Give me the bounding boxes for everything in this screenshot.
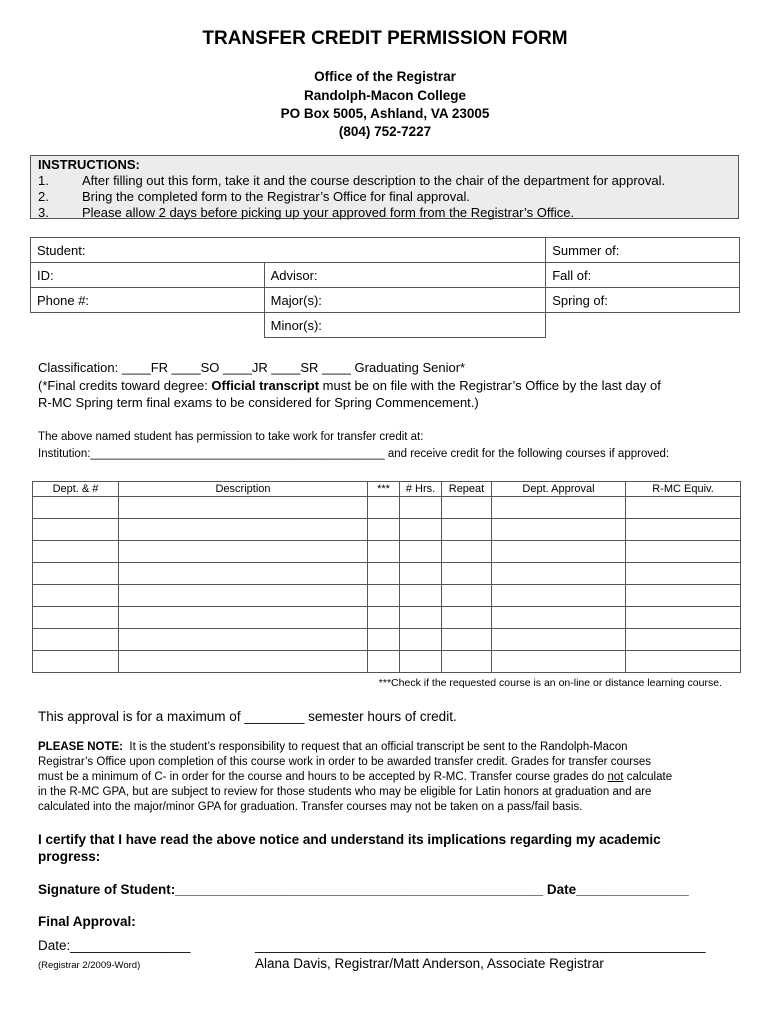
course-cell[interactable]: [442, 497, 492, 519]
college-name: Randolph-Macon College: [304, 88, 466, 103]
course-cell[interactable]: [400, 519, 442, 541]
course-row: [33, 497, 741, 519]
course-cell[interactable]: [400, 629, 442, 651]
course-cell[interactable]: [442, 585, 492, 607]
course-cell[interactable]: [442, 541, 492, 563]
instructions-box: [30, 155, 739, 219]
spring-field[interactable]: Spring of:: [546, 288, 740, 313]
course-cell[interactable]: [119, 563, 368, 585]
office-phone: (804) 752-7227: [338, 124, 432, 139]
course-cell[interactable]: [400, 607, 442, 629]
form-code: (Registrar 2/2009-Word): [38, 960, 141, 971]
course-cell[interactable]: [33, 629, 119, 651]
course-cell[interactable]: [626, 541, 741, 563]
course-cell[interactable]: [33, 585, 119, 607]
minors-field[interactable]: Minor(s):: [264, 313, 546, 338]
permission-line: The above named student has permission to take work for transfer credit at:: [38, 431, 424, 443]
course-cell[interactable]: [400, 651, 442, 673]
online-footnote: ***Check if the requested course is an on-line or distance learning course.: [378, 677, 722, 689]
id-field[interactable]: ID:: [31, 263, 265, 288]
course-cell[interactable]: [400, 563, 442, 585]
course-cell[interactable]: [492, 519, 626, 541]
course-row: [33, 563, 741, 585]
summer-field[interactable]: Summer of:: [546, 238, 740, 263]
course-cell[interactable]: [442, 519, 492, 541]
course-cell[interactable]: [400, 541, 442, 563]
instruction-item: 1. After filling out this form, take it and the course description to the chair of the department for approval.: [38, 173, 666, 188]
classification-note: (*Final credits toward degree: Official transcript must be on file with the Registrar’s Office by the last day of: [38, 378, 661, 393]
course-cell[interactable]: [492, 651, 626, 673]
course-cell[interactable]: [368, 519, 400, 541]
course-cell[interactable]: [626, 585, 741, 607]
course-row: [33, 541, 741, 563]
course-cell[interactable]: [33, 519, 119, 541]
final-approval-label: Final Approval:: [38, 914, 136, 929]
course-row: [33, 629, 741, 651]
course-cell[interactable]: [626, 629, 741, 651]
please-note: PLEASE NOTE: It is the student’s responsibility to request that an official transcript be sent to the Randolph-Macon Registrar’s Office upon completion of this course work in order to be awarded transfer credit. Grades for transfer courses must be a minimum of C- in order for the course and hours to be accepted by R-MC. Transfer course grades do not calculate in the R-MC GPA, but are subject to review for those students who may be eligible for Latin honors at graduation and are calculated into the major/minor GPA for graduation. Transfer courses may not be taken on a pass/fail basis.: [38, 741, 673, 813]
office-name: Office of the Registrar: [314, 69, 456, 84]
course-cell[interactable]: [119, 519, 368, 541]
course-cell[interactable]: [33, 497, 119, 519]
course-cell[interactable]: [626, 607, 741, 629]
course-cell[interactable]: [368, 629, 400, 651]
course-cell[interactable]: [119, 497, 368, 519]
instruction-item: 3. Please allow 2 days before picking up your approved form from the Registrar’s Office.: [38, 205, 575, 220]
course-cell[interactable]: [33, 541, 119, 563]
course-cell[interactable]: [400, 497, 442, 519]
course-cell[interactable]: [119, 541, 368, 563]
course-row: [33, 607, 741, 629]
courses-table: [32, 481, 741, 673]
course-cell[interactable]: [442, 563, 492, 585]
course-cell[interactable]: [442, 629, 492, 651]
course-cell[interactable]: [368, 541, 400, 563]
course-cell[interactable]: [368, 497, 400, 519]
instruction-item: 2. Bring the completed form to the Registrar’s Office for final approval.: [38, 189, 471, 204]
student-field[interactable]: Student:: [31, 238, 546, 263]
course-cell[interactable]: [492, 563, 626, 585]
course-row: [33, 585, 741, 607]
course-cell[interactable]: [492, 541, 626, 563]
course-cell[interactable]: [492, 607, 626, 629]
institution-line[interactable]: Institution:______________________________________________ and receive credit for the following courses if approved:: [38, 448, 670, 460]
course-cell[interactable]: [626, 651, 741, 673]
course-cell[interactable]: [368, 563, 400, 585]
course-cell[interactable]: [368, 651, 400, 673]
advisor-field[interactable]: Advisor:: [264, 263, 546, 288]
phone-field[interactable]: Phone #:: [31, 288, 265, 313]
course-cell[interactable]: [119, 629, 368, 651]
course-row: [33, 519, 741, 541]
course-row: [33, 651, 741, 673]
course-cell[interactable]: [492, 629, 626, 651]
course-cell[interactable]: [368, 607, 400, 629]
course-cell[interactable]: [368, 585, 400, 607]
approval-date-line[interactable]: Date:________________: [38, 938, 191, 953]
col-header-rmc-equiv: R-MC Equiv.: [626, 482, 741, 497]
approval-maximum: This approval is for a maximum of ________ semester hours of credit.: [38, 709, 457, 724]
course-cell[interactable]: [626, 563, 741, 585]
course-cell[interactable]: [492, 585, 626, 607]
col-header-dept: Dept. & #: [33, 482, 119, 497]
col-header-description: Description: [119, 482, 368, 497]
col-header-hours: # Hrs.: [400, 482, 442, 497]
course-cell[interactable]: [33, 607, 119, 629]
course-cell[interactable]: [33, 563, 119, 585]
majors-field[interactable]: Major(s):: [264, 288, 546, 313]
student-signature-line[interactable]: Signature of Student:_________________________________________________ Date_______________: [38, 882, 689, 897]
course-cell[interactable]: [33, 651, 119, 673]
office-address: PO Box 5005, Ashland, VA 23005: [280, 106, 490, 121]
fall-field[interactable]: Fall of:: [546, 263, 740, 288]
course-cell[interactable]: [119, 607, 368, 629]
course-cell[interactable]: [442, 651, 492, 673]
student-info-table: [30, 237, 740, 338]
certify-statement: I certify that I have read the above notice and understand its implications regarding my academic: [38, 832, 661, 847]
course-cell[interactable]: [626, 497, 741, 519]
course-cell[interactable]: [442, 607, 492, 629]
certify-statement-line2: progress:: [38, 849, 101, 864]
course-cell[interactable]: [119, 651, 368, 673]
course-cell[interactable]: [626, 519, 741, 541]
col-header-dept-approval: Dept. Approval: [492, 482, 626, 497]
col-header-online: ***: [368, 482, 400, 497]
course-cell[interactable]: [492, 497, 626, 519]
course-cell[interactable]: [119, 585, 368, 607]
course-cell[interactable]: [400, 585, 442, 607]
registrar-names: Alana Davis, Registrar/Matt Anderson, Associate Registrar: [255, 956, 604, 971]
classification-line: Classification: ____FR ____SO ____JR ____SR ____ Graduating Senior*: [38, 360, 466, 375]
form-title: TRANSFER CREDIT PERMISSION FORM: [202, 28, 568, 49]
col-header-repeat: Repeat: [442, 482, 492, 497]
classification-note-line2: R-MC Spring term final exams to be considered for Spring Commencement.): [38, 395, 479, 410]
registrar-signature-line[interactable]: ____________________________________________________________: [255, 938, 706, 953]
instructions-heading: INSTRUCTIONS:: [38, 157, 140, 172]
